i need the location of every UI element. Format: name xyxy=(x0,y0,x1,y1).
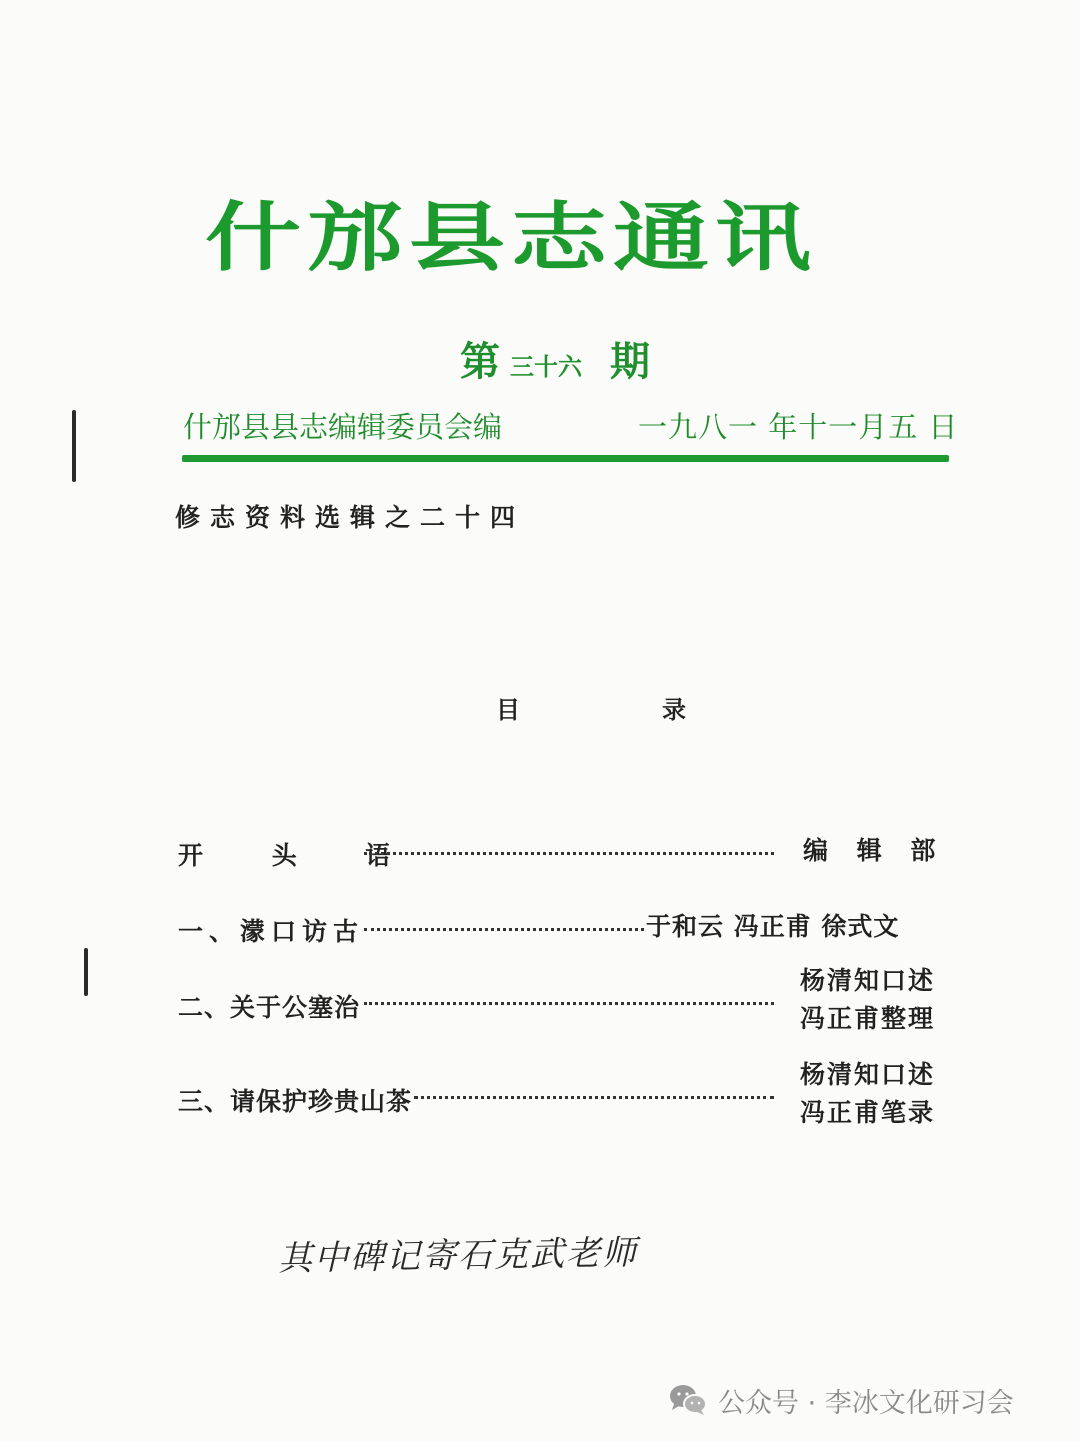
toc-entry-author xyxy=(646,908,899,946)
toc-entry-label: 二、关于公塞治 xyxy=(178,993,361,1022)
toc-leader xyxy=(414,1096,774,1099)
issue-number-value: 三十六 xyxy=(510,351,582,381)
wechat-icon xyxy=(668,1383,708,1417)
toc-author-line: 编 辑 部 xyxy=(803,836,946,865)
toc-entry xyxy=(178,908,938,948)
editor-name: 什邡县县志编辑委员会编 xyxy=(183,410,503,444)
toc-leader xyxy=(364,928,644,931)
scan-margin-mark xyxy=(72,410,76,482)
editor-line xyxy=(183,405,959,449)
toc-author-line: 于和云 冯正甫 徐式文 xyxy=(646,912,900,941)
toc-entry xyxy=(178,832,946,872)
series-title: 修志资料选辑之二十四 xyxy=(175,503,526,532)
toc-author-line: 冯正甫笔录 xyxy=(800,1098,936,1127)
toc-entry-author xyxy=(800,1056,935,1132)
toc-heading xyxy=(496,690,686,725)
issue-prefix: 第 xyxy=(460,337,500,385)
header-rule xyxy=(182,455,949,462)
toc-heading-right: 录 xyxy=(662,695,686,724)
toc-heading-left: 目 xyxy=(496,695,520,724)
toc-leader xyxy=(364,1002,774,1005)
toc-entry-author xyxy=(800,962,935,1038)
issue-suffix: 期 xyxy=(610,337,650,385)
toc-entry-label: 开 头 语 xyxy=(178,841,421,870)
scan-margin-mark xyxy=(84,948,88,996)
handwritten-note: 其中碑记寄石克武老师 xyxy=(277,1232,639,1280)
toc-entry xyxy=(178,1056,938,1136)
watermark-text: 公众号 · 李冰文化研习会 xyxy=(718,1387,1014,1419)
toc-author-line: 杨清知口述 xyxy=(800,1060,936,1089)
masthead-title: 什邡县志通讯 xyxy=(205,194,817,282)
watermark xyxy=(668,1378,1014,1422)
toc-entry-label: 三、请保护珍贵山茶 xyxy=(178,1087,413,1116)
toc-leader xyxy=(364,852,774,855)
toc-author-line: 杨清知口述 xyxy=(800,966,936,995)
issue-number xyxy=(460,330,650,386)
toc-entry-label: 一、濛口访古 xyxy=(178,917,365,946)
toc-author-line: 冯正甫整理 xyxy=(800,1004,936,1033)
toc-entry xyxy=(178,962,938,1042)
issue-date: 一九八一 年十一月五 日 xyxy=(638,410,959,444)
toc-entry-author xyxy=(803,832,945,870)
